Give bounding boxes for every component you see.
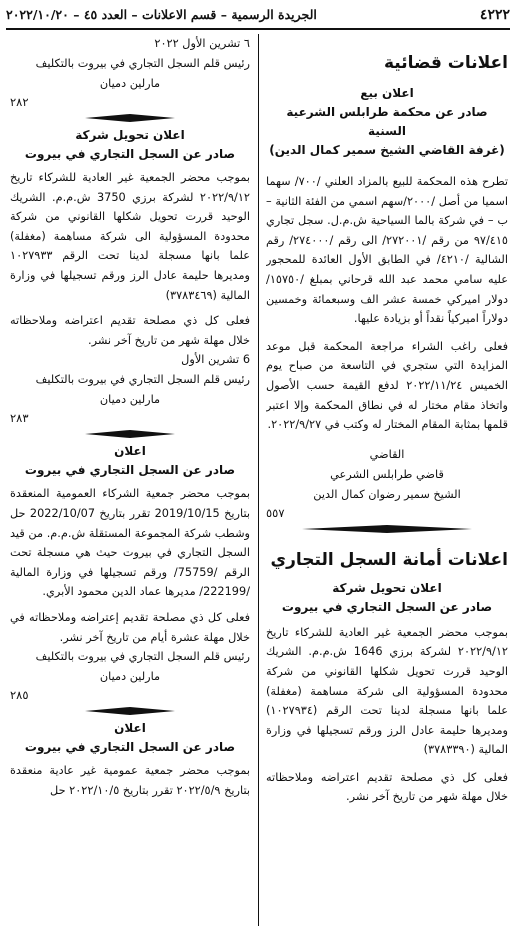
notice-number: ٥٥٧	[266, 505, 285, 520]
notice-paragraph: فعلى راغب الشراء مراجعة المحكمة قبل موعد المزايدة التي ستجري في التاسعة من صباح يوم الخميس ٢٠٢٢/١١/٢٤ لدفع القيمة حسب الأصول واتخاذ مقام مختار له في نطاق المحكمة وإلا اعتبر قلمها بمثابة المقام المختار له وكتب في ٢٠٢٢/٩/٢٧.	[266, 339, 508, 432]
signature-role: رئيس قلم السجل التجاري في بيروت بالتكليف	[35, 373, 250, 387]
signature-role: رئيس قلم السجل التجاري في بيروت بالتكليف	[35, 650, 250, 664]
notice-number: ٢٨٣	[10, 411, 29, 426]
notice-court: صادر عن محكمة طرابلس الشرعية السنية	[286, 105, 488, 138]
page-header	[6, 6, 510, 24]
notice-heading: اعلان بيع	[360, 86, 414, 100]
notice-number: ٢٨٥	[10, 688, 29, 703]
separator-ornament	[10, 428, 250, 440]
notice-issuer: صادر عن السجل التجاري في بيروت	[24, 463, 236, 478]
left-column	[10, 34, 250, 800]
signature-title: القاضي	[369, 447, 405, 461]
signature-name: مارلين دميان	[99, 77, 161, 90]
notice-heading: اعلان	[114, 721, 146, 736]
signature-date: ٦ تشرين الأول ٢٠٢٢	[154, 37, 250, 50]
notice-paragraph: بموجب محضر جمعية الشركاء العمومية المنعقدة بتاريخ 2019/10/15 تقرر بتاريخ 2022/10/07 حل وشطب شركة المجموعة المستقلة ش.م.م. من قيد السجل التجاري في بيروت حيث هي مسجلة تحت الرقم /75759/ ورقم تسجيلها في وزارة المالية /222199/ مديرها عماد الدين محمود الأبري.	[10, 487, 250, 599]
notice-paragraph: بموجب محضر جمعية عمومية غير عادية منعقدة بتاريخ ٢٠٢٢/٥/٩ تقرر بتاريخ ٢٠٢٢/١٠/٥ حل	[10, 764, 250, 797]
section-title-judicial: اعلانات قضائية	[383, 53, 508, 73]
signature-name: الشيخ سمير رضوان كمال الدين	[313, 487, 461, 501]
notice-paragraph: فعلى كل ذي مصلحة تقديم إعتراضه وملاحظاته في خلال مهلة عشرة أيام من تاريخ آخر نشر.	[10, 610, 250, 644]
notice-paragraph: فعلى كل ذي مصلحة تقديم اعتراضه وملاحظاته خلال مهلة شهر من تاريخ آخر نشر.	[266, 770, 508, 804]
signature-name: مارلين دميان	[99, 670, 161, 684]
notice-paragraph: بموجب محضر الجمعية غير العادية للشركاء تاريخ ٢٠٢٢/٩/١٢ لشركة برزي 1646 ش.م.م. الشريك الوحيد قررت تحويل شكلها القانوني من شركة محدودة المسؤولية الى شركة مساهمة (مغفلة) علما بانها مسجلة لدينا تحت الرقم (١٠٢٧٩٣٤) ومديرها حليمة عادل الرز ورقم تسجيلها في وزارة المالية (٣٧٨٣٣٩٠)	[266, 625, 508, 757]
signature-role: قاضي طرابلس الشرعي	[330, 467, 444, 481]
section-title-commercial-register: اعلانات أمانة السجل التجاري	[270, 549, 508, 570]
notice-heading: اعلان تحويل شركة	[75, 128, 185, 142]
column-divider	[258, 34, 259, 926]
notice-paragraph: بموجب محضر الجمعية غير العادية للشركاء تاريخ ٢٠٢٢/٩/١٢ لشركة برزي 3750 ش.م.م. الشريك الوحيد قررت تحويل شكلها القانوني من شركة محدودة المسؤولية الى شركة مساهمة (مغفلة) علما بانها مسجلة لدينا تحت الرقم ١٠٢٧٩٣٣ ومديرها حليمة عادل الرز ورقم تسجيلها في وزارة المالية (٣٧٨٣٤٦٩)	[10, 171, 250, 302]
notice-paragraph: فعلى كل ذي مصلحة تقديم اعتراضه وملاحظاته خلال مهلة شهر من تاريخ آخر نشر.	[10, 314, 250, 347]
separator-ornament	[10, 705, 250, 717]
notice-chamber: (غرفة القاضي الشيخ سمير كمال الدين)	[269, 143, 505, 157]
notice-heading: اعلان تحويل شركة	[332, 580, 442, 595]
separator-ornament	[10, 112, 250, 124]
notice-issuer: صادر عن السجل التجاري في بيروت	[281, 599, 493, 614]
notice-issuer: صادر عن السجل التجاري في بيروت	[24, 147, 236, 161]
notice-issuer: صادر عن السجل التجاري في بيروت	[24, 740, 236, 755]
notice-number: ٢٨٢	[10, 95, 29, 109]
notice-heading: اعلان	[114, 444, 146, 459]
page-number: ٤٢٢٢	[479, 7, 510, 23]
header-rule	[6, 28, 510, 30]
signature-name: مارلين دميان	[99, 393, 161, 407]
header-title: الجريدة الرسمية – قسم الاعلانات – العدد ٤٥ – ٢٠٢٢/١٠/٢٠	[6, 7, 317, 22]
notice-paragraph: تطرح هذه المحكمة للبيع بالمزاد العلني /٧٠٠/ سهما اسميا من أصل /٢٠٠٠/سهم اسمي من الفئة الثانية – ب – في شركة بالما السياحية ش.م.ل. سجل تجاري ٩٧/٤١٥ من رقم /٢٧٢٠٠١/ الى رقم /٢٧٤٠٠٠/ رقم الشالية /٤٢١٠/ في الطابق الأول العائدة للمحجور عليه سامي محمد عبد الله قرحاني بمبلغ /١٥٧٥٠/ دولار اميركي خمسة عشر الف وسبعمائة وخمسين دولاراً اميركياً نقداً أو بزيادة عليها.	[266, 175, 508, 326]
separator-ornament	[266, 523, 508, 535]
right-column	[266, 34, 508, 807]
signature-role: رئيس قلم السجل التجاري في بيروت بالتكليف	[35, 57, 250, 70]
signature-date: 6 تشرين الأول	[181, 353, 250, 367]
